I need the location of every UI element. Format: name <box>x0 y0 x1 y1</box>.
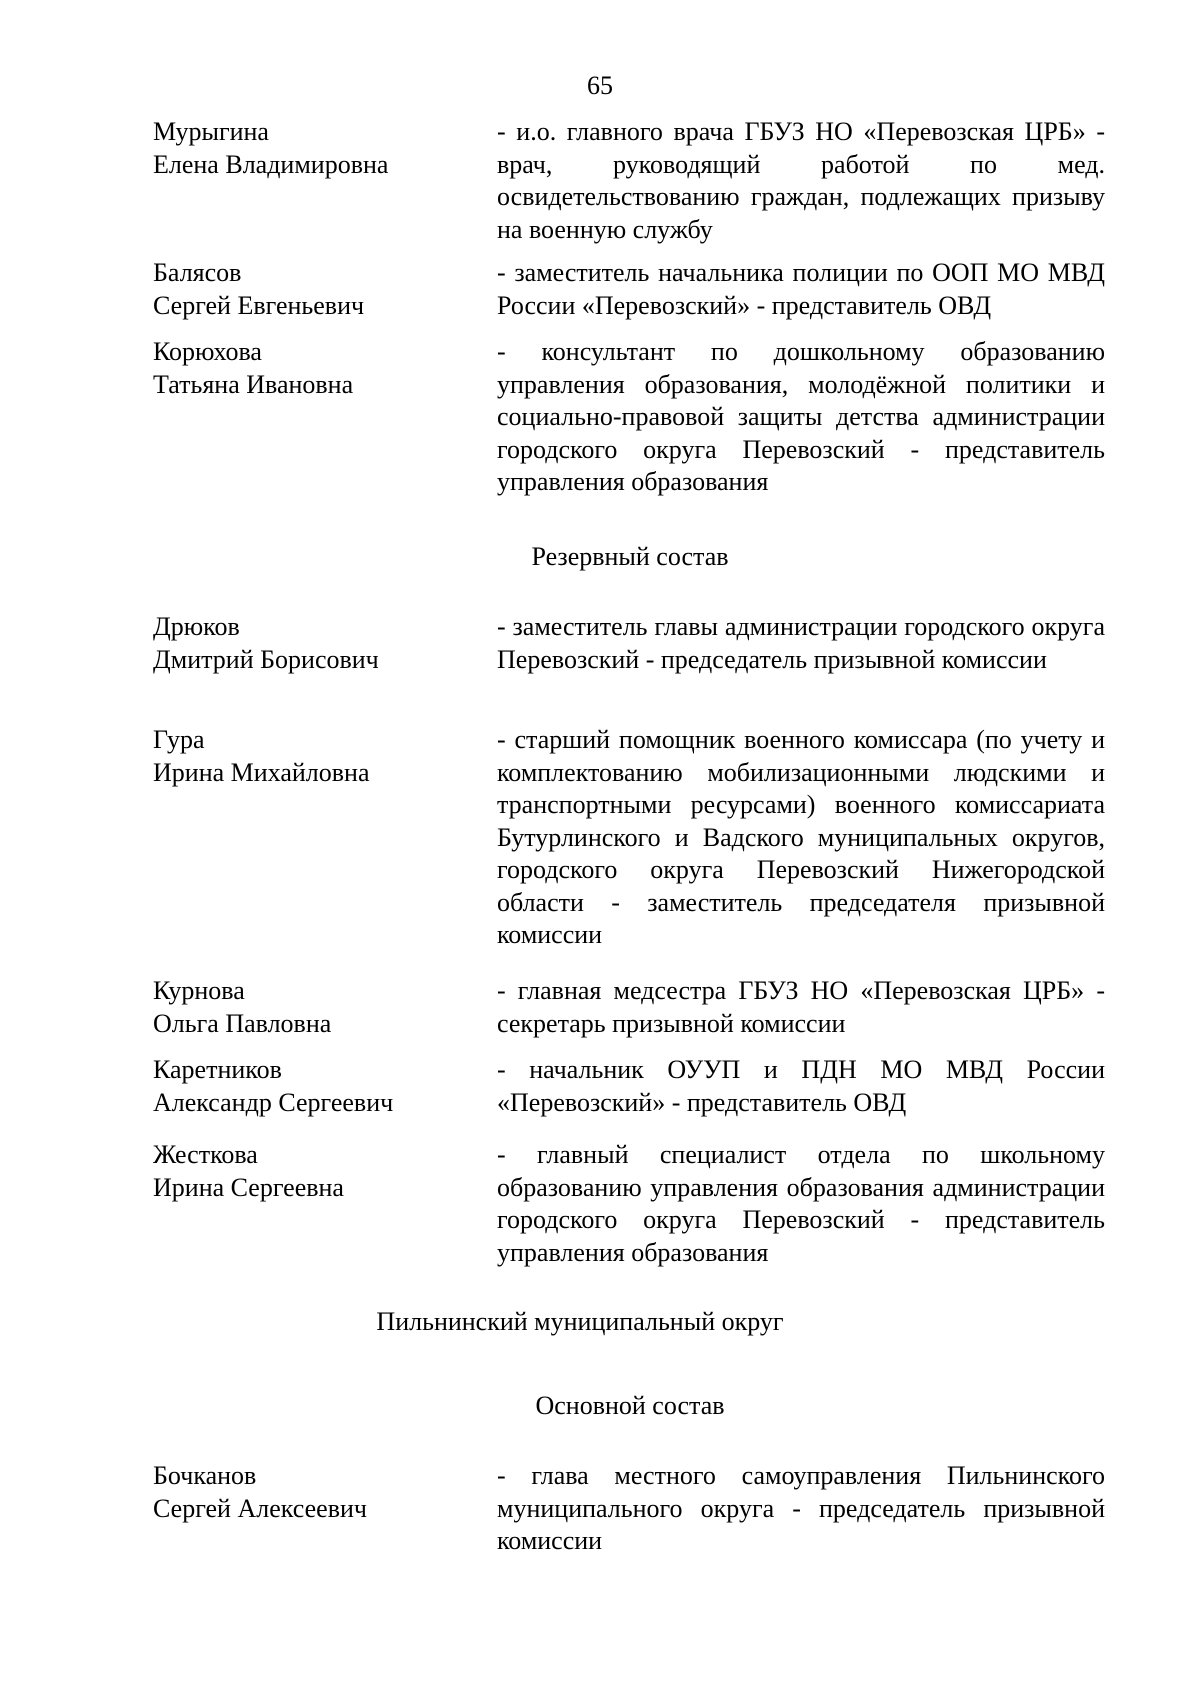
member-surname: Каретников <box>153 1055 282 1084</box>
member-surname: Мурыгина <box>153 117 269 146</box>
member-name <box>153 975 473 1040</box>
section-heading-reserve: Резервный состав <box>531 542 729 571</box>
member-role: - заместитель начальника полиции по ООП МО МВД России «Перевозский» - представитель ОВД <box>497 258 1105 320</box>
member-role: - начальник ОУУП и ПДН МО МВД России «Перевозский» - представитель ОВД <box>497 1055 1105 1117</box>
member-given-name: Татьяна Ивановна <box>153 369 354 399</box>
member-name <box>153 336 473 401</box>
member-given-name: Ольга Павловна <box>153 1008 332 1038</box>
section-heading-main: Основной состав <box>535 1391 725 1420</box>
member-role: - глава местного самоуправления Пильнинского муниципального округа - председатель призывной комиссии <box>497 1461 1105 1555</box>
member-given-name: Александр Сергеевич <box>153 1087 394 1117</box>
member-given-name: Сергей Алексеевич <box>153 1493 367 1523</box>
member-surname: Дрюков <box>153 612 240 641</box>
member-surname: Бочканов <box>153 1461 257 1490</box>
member-name <box>153 1460 473 1525</box>
member-role: - и.о. главного врача ГБУЗ НО «Перевозская ЦРБ» - врач, руководящий работой по мед. освидетельствованию граждан, подлежащих призыву на военную службу <box>497 117 1105 244</box>
member-name <box>153 116 473 181</box>
member-name <box>153 1054 473 1119</box>
member-surname: Жесткова <box>153 1140 258 1169</box>
member-name <box>153 724 473 789</box>
member-role: - старший помощник военного комиссара (по учету и комплектованию мобилизационными людскими и транспортными ресурсами) военного комиссариата Бутурлинского и Вадского муниципальных округов, городского округа Перевозский Нижегородской области - заместитель председателя призывной комиссии <box>497 725 1105 949</box>
member-name <box>153 1139 473 1204</box>
member-given-name: Елена Владимировна <box>153 149 389 179</box>
member-name <box>153 611 473 676</box>
member-given-name: Ирина Михайловна <box>153 757 370 787</box>
member-surname: Гура <box>153 725 205 754</box>
member-given-name: Ирина Сергеевна <box>153 1172 344 1202</box>
member-role: - заместитель главы администрации городского округа Перевозский - председатель призывной комиссии <box>497 612 1105 674</box>
member-name <box>153 257 473 322</box>
member-given-name: Дмитрий Борисович <box>153 644 379 674</box>
member-given-name: Сергей Евгеньевич <box>153 290 365 320</box>
member-surname: Курнова <box>153 976 245 1005</box>
member-role: - консультант по дошкольному образованию управления образования, молодёжной политики и социально-правовой защиты детства администрации городского округа Перевозский - представитель управления образования <box>497 337 1105 496</box>
member-role: - главная медсестра ГБУЗ НО «Перевозская ЦРБ» - секретарь призывной комиссии <box>497 976 1105 1038</box>
member-role: - главный специалист отдела по школьному образованию управления образования администрации городского округа Перевозский - представитель управления образования <box>497 1140 1105 1267</box>
member-surname: Корюхова <box>153 337 262 366</box>
member-surname: Балясов <box>153 258 242 287</box>
district-heading: Пильнинский муниципальный округ <box>376 1307 784 1336</box>
page-number: 65 <box>587 71 613 100</box>
